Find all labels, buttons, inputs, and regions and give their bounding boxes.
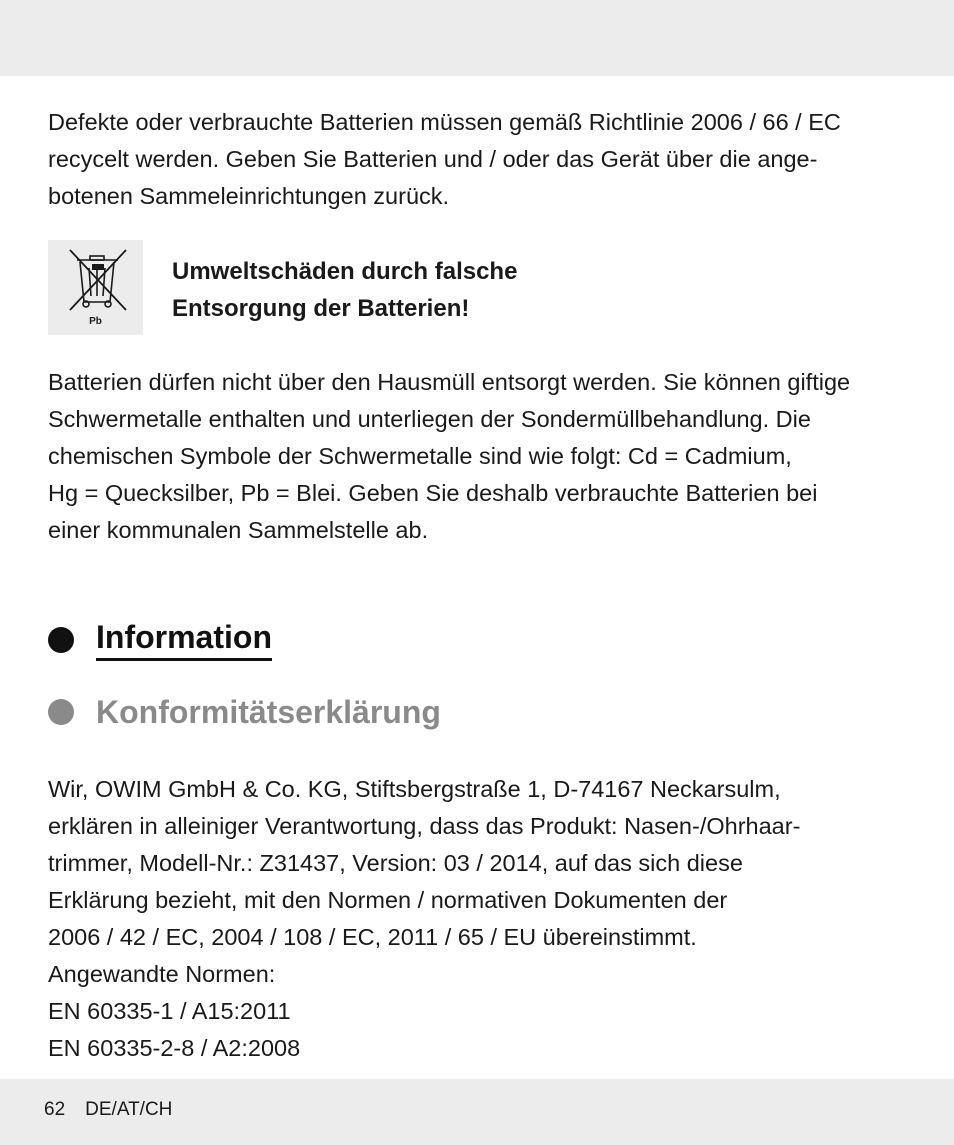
crossed-out-bin-icon [48,240,143,335]
text-line: trimmer, Modell-Nr.: Z31437, Version: 03 / 2014, auf das sich diese [48,850,743,876]
information-heading [48,618,272,661]
text-line: EN 60335-1 / A15:2011 [48,998,291,1024]
heading-text: Konformitätserklärung [96,694,441,730]
text-line: EN 60335-2-8 / A2:2008 [48,1035,301,1061]
text-line: Angewandte Normen: [48,961,276,987]
text-line: einer kommunalen Sammelstelle ab. [48,517,429,543]
page-footer [44,1099,192,1121]
environmental-warning [172,253,517,327]
heading-text: Information [96,618,272,661]
lead-symbol-label: Pb [89,316,102,327]
warning-line: Entsorgung der Batterien! [172,295,470,322]
header-band [0,0,954,76]
battery-recycling-paragraph [48,104,918,215]
text-line: botenen Sammeleinrichtungen zurück. [48,183,450,209]
text-line: 2006 / 42 / EC, 2004 / 108 / EC, 2011 / 65 / EU übereinstimmt. [48,924,697,950]
text-line: Defekte oder verbrauchte Batterien müssen gemäß Richtlinie 2006 / 66 / EC [48,109,841,135]
text-line: recycelt werden. Geben Sie Batterien und / oder das Gerät über die ange- [48,146,818,172]
bullet-icon [48,699,74,725]
region-code: DE/AT/CH [85,1099,173,1120]
warning-line: Umweltschäden durch falsche [172,258,518,285]
text-line: erklären in alleiniger Verantwortung, dass das Produkt: Nasen-/Ohrhaar- [48,813,801,839]
text-line: Schwermetalle enthalten und unterliegen der Sondermüllbehandlung. Die [48,406,811,432]
declaration-paragraph [48,771,918,1067]
text-line: chemischen Symbole der Schwermetalle sind wie folgt: Cd = Cadmium, [48,443,792,469]
text-line: Erklärung bezieht, mit den Normen / normativen Dokumenten der [48,887,728,913]
conformity-heading [48,692,441,732]
text-line: Wir, OWIM GmbH & Co. KG, Stiftsbergstraße 1, D-74167 Neckarsulm, [48,776,781,802]
bullet-icon [48,627,74,653]
text-line: Batterien dürfen nicht über den Hausmüll entsorgt werden. Sie können giftige [48,369,851,395]
page-number: 62 [44,1099,66,1120]
text-line: Hg = Quecksilber, Pb = Blei. Geben Sie deshalb verbrauchte Batterien bei [48,480,818,506]
disposal-paragraph [48,364,918,549]
